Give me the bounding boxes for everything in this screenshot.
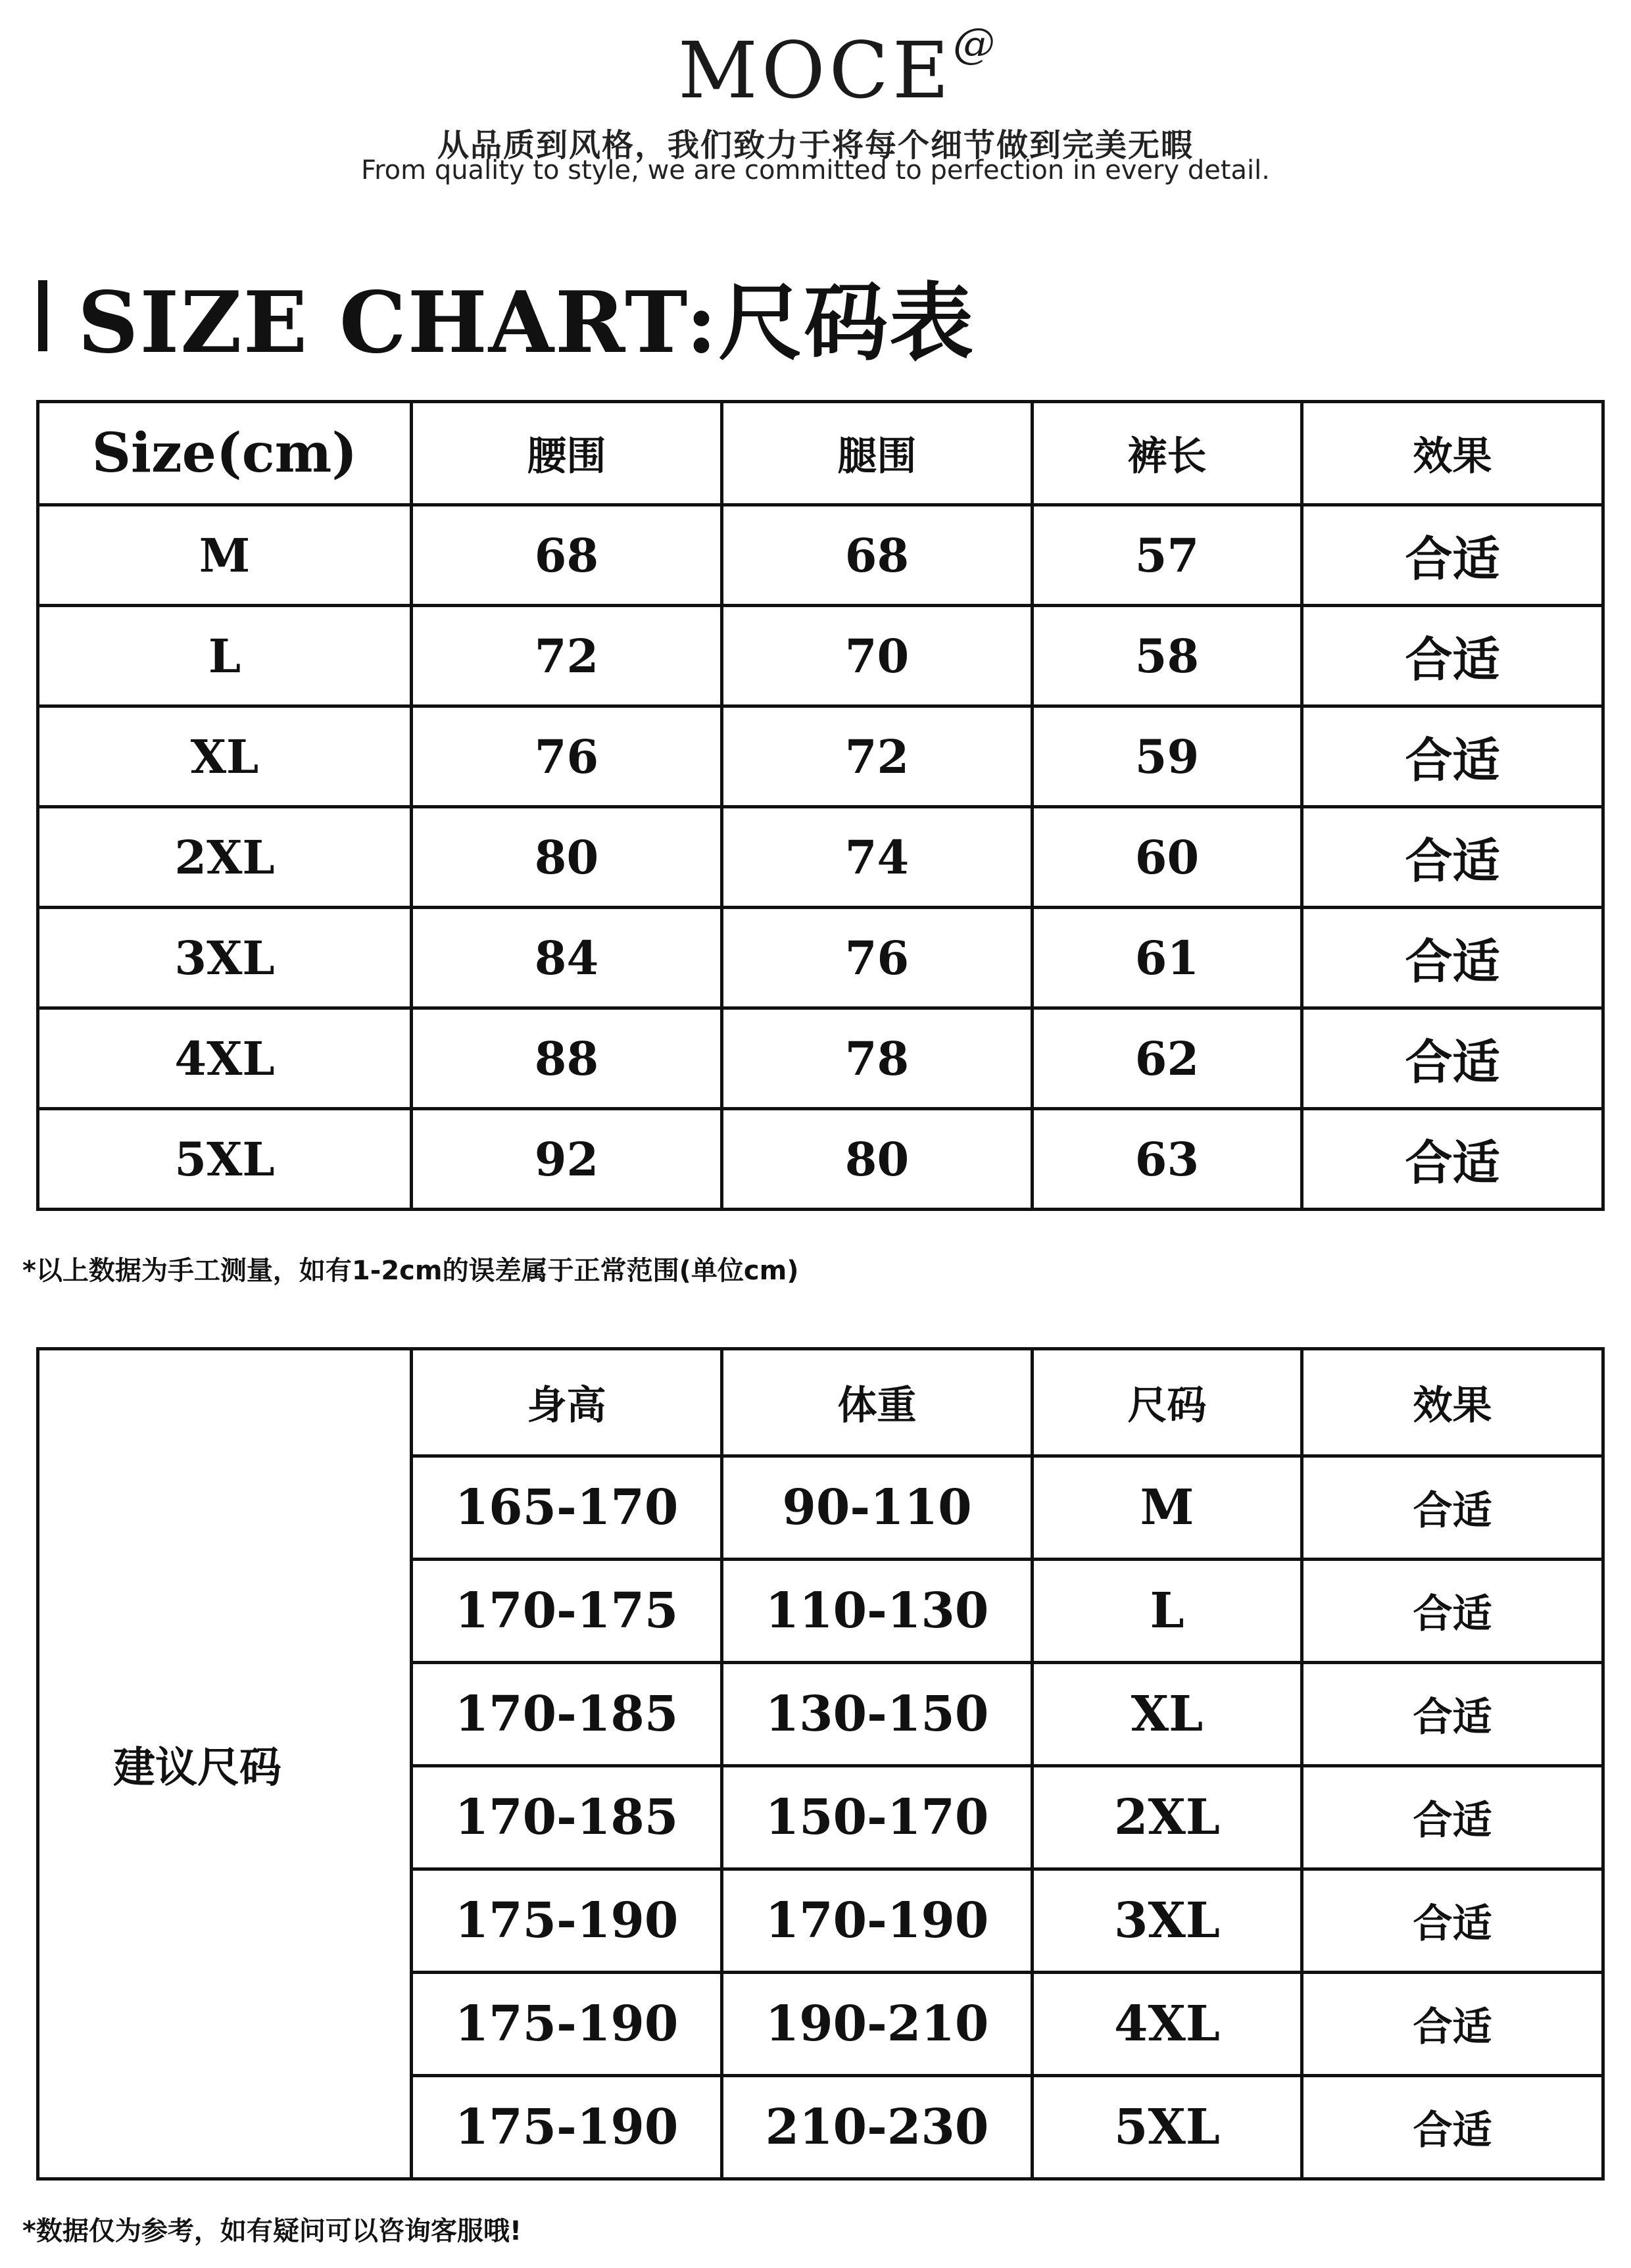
brand-logo [678, 20, 999, 116]
table-cell: 210-230 [722, 2076, 1033, 2179]
table-cell: 合适 [1302, 807, 1603, 908]
size-cell: XL [38, 706, 412, 807]
table-cell: XL [1033, 1663, 1302, 1766]
header-cell: 效果 [1302, 402, 1603, 505]
reference-note: *数据仅为参考，如有疑问可以咨询客服哦! [22, 2216, 522, 2246]
header-cell: 尺码 [1033, 1349, 1302, 1456]
table-row [38, 807, 1603, 908]
table-cell: 60 [1033, 807, 1302, 908]
table-cell: 2XL [1033, 1766, 1302, 1869]
table-cell: 合适 [1302, 1560, 1603, 1663]
brand-mark: @ [953, 20, 999, 68]
table-cell: 合适 [1302, 1663, 1603, 1766]
table-row [38, 606, 1603, 706]
heading-text [78, 255, 975, 376]
table-cell: 合适 [1302, 1456, 1603, 1560]
table-cell: 合适 [1302, 1109, 1603, 1210]
table-cell: 合适 [1302, 606, 1603, 706]
table-cell: 90-110 [722, 1456, 1033, 1560]
header-cell: 体重 [722, 1349, 1033, 1456]
heading-bar [38, 280, 47, 351]
table-cell: 165-170 [412, 1456, 722, 1560]
size-cell: L [38, 606, 412, 706]
table-cell: 74 [722, 807, 1033, 908]
table-row [38, 505, 1603, 606]
size-cell: 4XL [38, 1008, 412, 1109]
table-cell: 61 [1033, 908, 1302, 1008]
table-cell: 170-185 [412, 1663, 722, 1766]
recommend-label: 建议尺码 [38, 1349, 412, 2179]
table-cell: 合适 [1302, 1008, 1603, 1109]
table-cell: M [1033, 1456, 1302, 1560]
header-cell: Size(cm) [38, 402, 412, 505]
table-cell: 3XL [1033, 1869, 1302, 1973]
table-cell: 170-190 [722, 1869, 1033, 1973]
size-chart-heading [38, 255, 975, 376]
table-cell: 62 [1033, 1008, 1302, 1109]
table-cell: 合适 [1302, 706, 1603, 807]
size-cell: 2XL [38, 807, 412, 908]
table-cell: 70 [722, 606, 1033, 706]
brand-name: MOCE [678, 25, 953, 116]
header-cell: 腰围 [412, 402, 722, 505]
measurement-note: *以上数据为手工测量，如有1-2cm的误差属于正常范围(单位cm) [22, 1256, 799, 1286]
header-cell: 裤长 [1033, 402, 1302, 505]
table-cell: 175-190 [412, 1973, 722, 2076]
table-cell: 170-175 [412, 1560, 722, 1663]
header-cell: 效果 [1302, 1349, 1603, 1456]
table-cell: 59 [1033, 706, 1302, 807]
table-cell: 80 [722, 1109, 1033, 1210]
header-cell: 腿围 [722, 402, 1033, 505]
slogan-chinese: 从品质到风格，我们致力于将每个细节做到完美无暇 [437, 127, 1194, 164]
table-cell: 合适 [1302, 1766, 1603, 1869]
table-cell: 80 [412, 807, 722, 908]
table-row [38, 908, 1603, 1008]
table-row [38, 1109, 1603, 1210]
table-row [38, 706, 1603, 807]
table-cell: 78 [722, 1008, 1033, 1109]
heading-en: SIZE CHART: [78, 274, 719, 372]
table-cell: 170-185 [412, 1766, 722, 1869]
table-cell: 4XL [1033, 1973, 1302, 2076]
table-cell: 合适 [1302, 908, 1603, 1008]
table-cell: 57 [1033, 505, 1302, 606]
size-table-header [38, 402, 1603, 505]
size-table [36, 400, 1605, 1211]
table-cell: 110-130 [722, 1560, 1033, 1663]
table-cell: 68 [412, 505, 722, 606]
size-cell: M [38, 505, 412, 606]
table-cell: 合适 [1302, 505, 1603, 606]
table-cell: 84 [412, 908, 722, 1008]
table-cell: 76 [412, 706, 722, 807]
table-cell: 58 [1033, 606, 1302, 706]
table-cell: 72 [412, 606, 722, 706]
brand-header [0, 20, 1631, 116]
table-cell: 5XL [1033, 2076, 1302, 2179]
recommend-size-table [36, 1347, 1605, 2181]
table-cell: L [1033, 1560, 1302, 1663]
table-cell: 合适 [1302, 2076, 1603, 2179]
size-cell: 3XL [38, 908, 412, 1008]
recommend-table-header [38, 1349, 1603, 1456]
table-cell: 合适 [1302, 1973, 1603, 2076]
table-row [38, 1008, 1603, 1109]
table-cell: 175-190 [412, 2076, 722, 2179]
table-cell: 130-150 [722, 1663, 1033, 1766]
slogan-english: From quality to style, we are committed to perfection in every detail. [361, 155, 1270, 185]
table-cell: 合适 [1302, 1869, 1603, 1973]
table-cell: 68 [722, 505, 1033, 606]
table-cell: 72 [722, 706, 1033, 807]
table-cell: 92 [412, 1109, 722, 1210]
table-cell: 76 [722, 908, 1033, 1008]
table-cell: 190-210 [722, 1973, 1033, 2076]
heading-cn: 尺码表 [718, 274, 975, 372]
table-cell: 63 [1033, 1109, 1302, 1210]
size-cell: 5XL [38, 1109, 412, 1210]
table-cell: 150-170 [722, 1766, 1033, 1869]
table-cell: 175-190 [412, 1869, 722, 1973]
table-cell: 88 [412, 1008, 722, 1109]
header-cell: 身高 [412, 1349, 722, 1456]
